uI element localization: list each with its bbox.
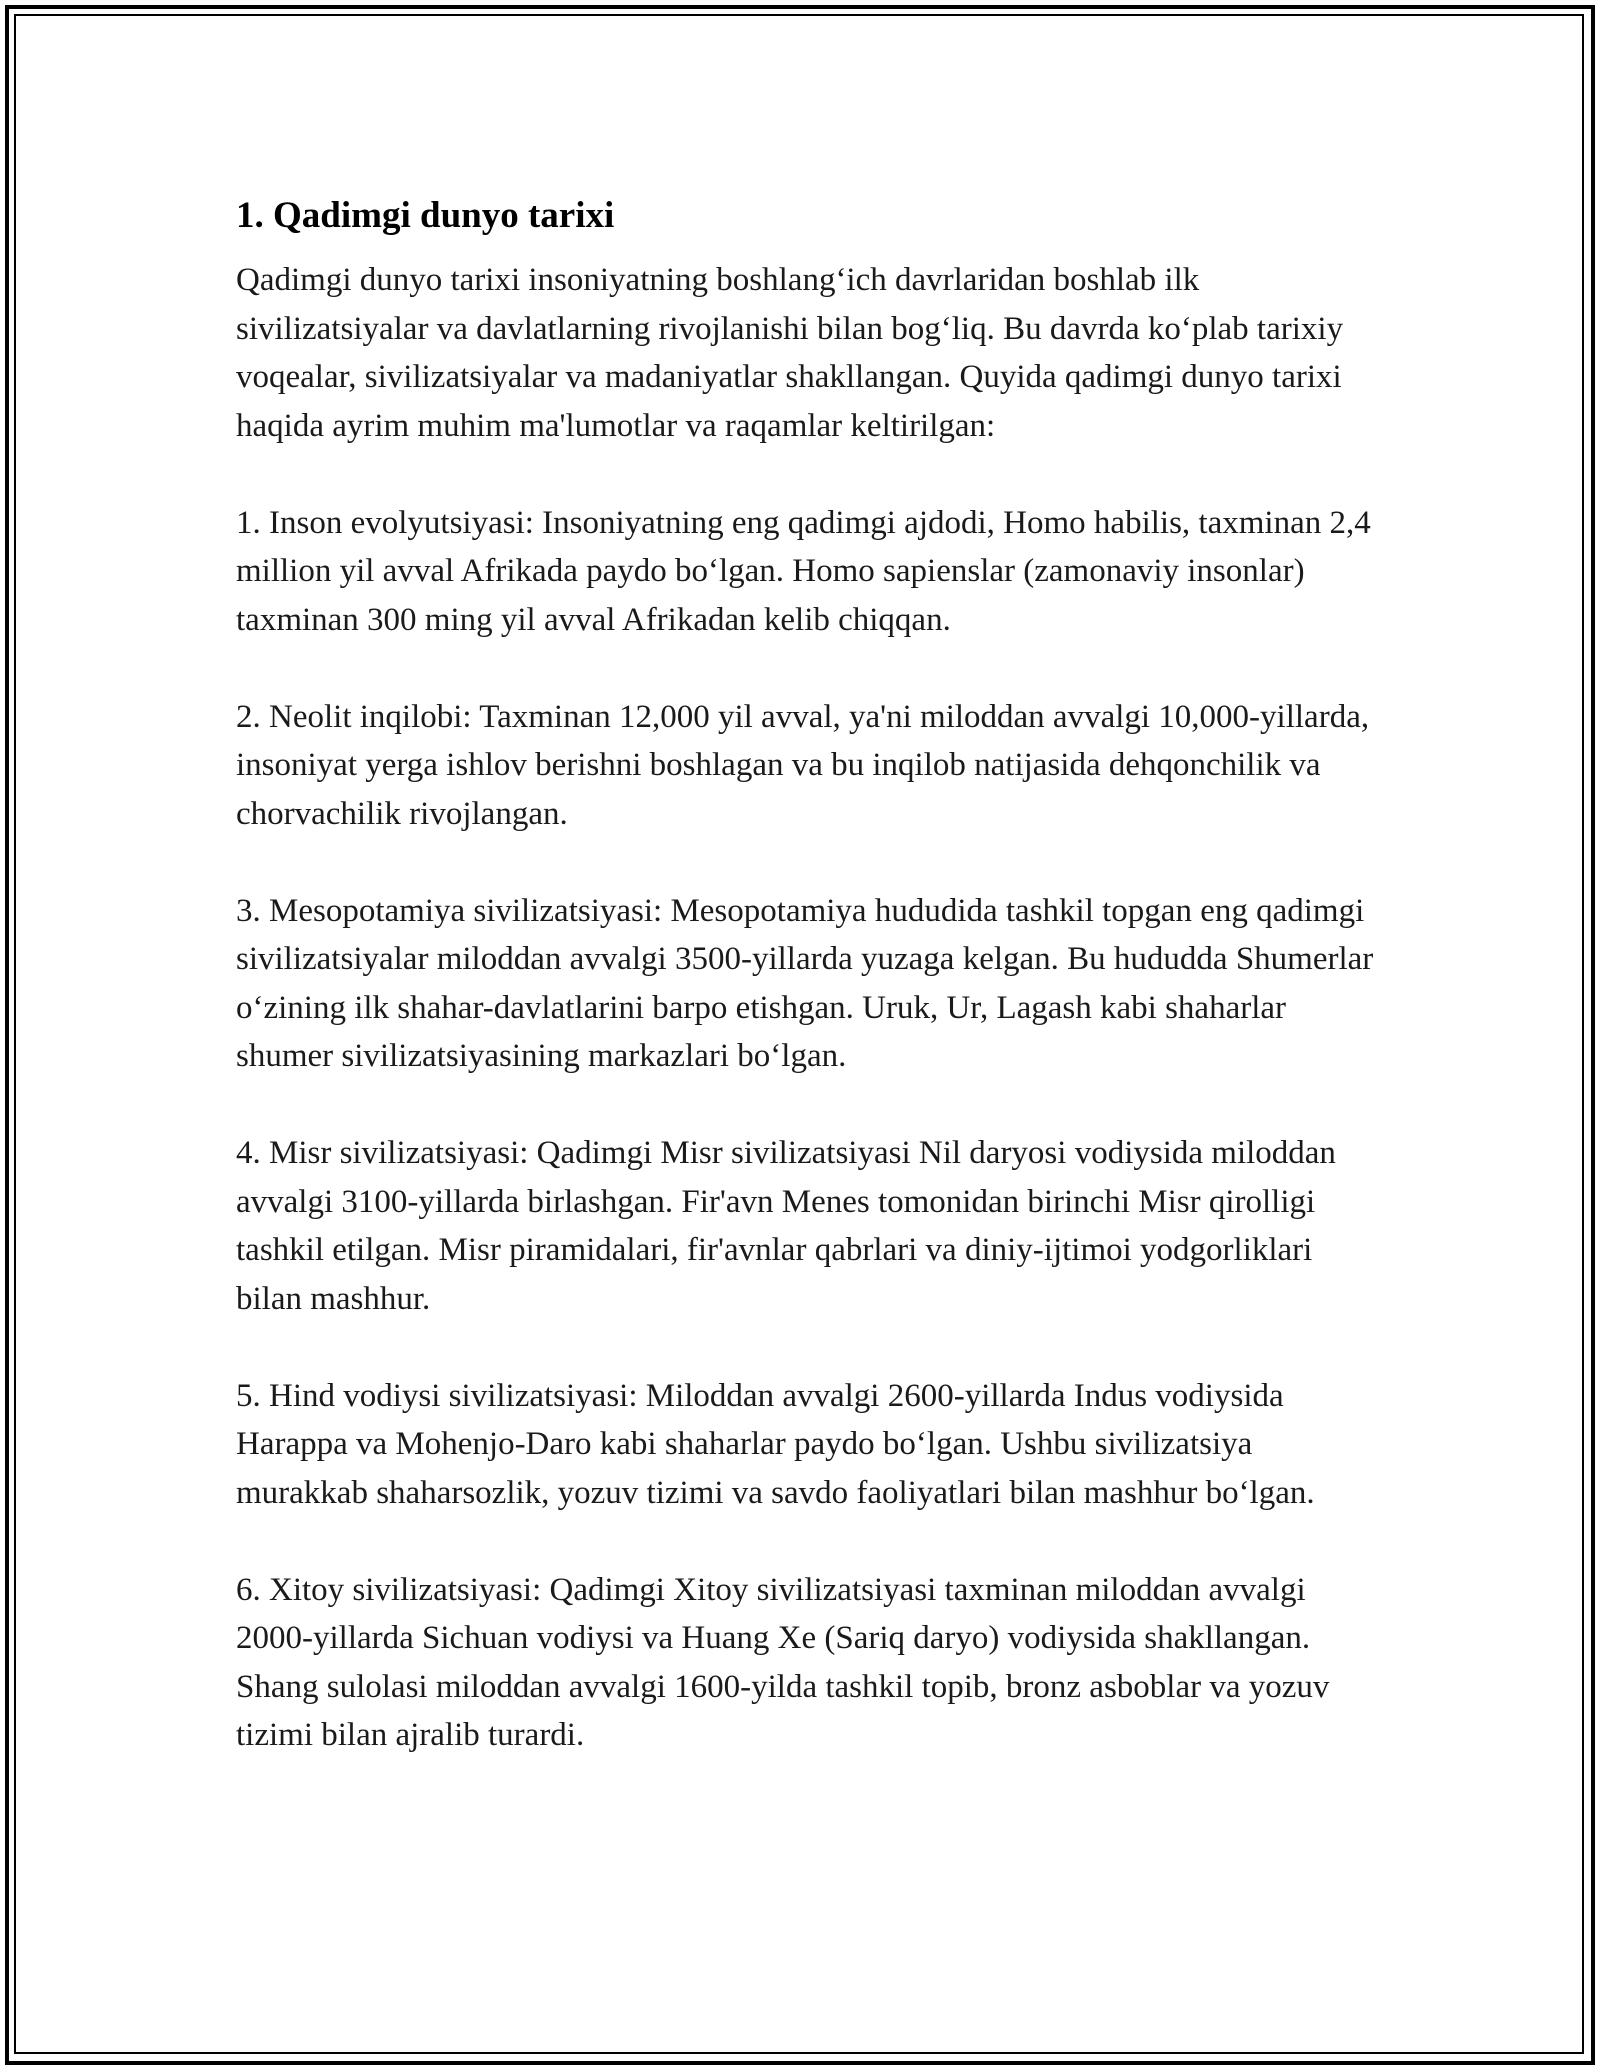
item-paragraph-2: 2. Neolit inqilobi: Taxminan 12,000 yil avval, ya'ni miloddan avvalgi 10,000-yillarda, insoniyat yerga ishlov berishni boshlagan va bu inqilob natijasida dehqonchilik va chorvachilik rivojlangan. <box>236 698 1370 832</box>
item-paragraph-3: 3. Mesopotamiya sivilizatsiyasi: Mesopotamiya hududida tashkil topgan eng qadimgi sivilizatsiyalar miloddan avvalgi 3500-yillarda yuzaga kelgan. Bu hududda Shumerlar o‘zining ilk shahar-davlatlarini barpo etishgan. Uruk, Ur, Lagash kabi shaharlar shumer sivilizatsiyasining markazlari bo‘lgan. <box>236 892 1374 1074</box>
item-paragraph-6: 6. Xitoy sivilizatsiyasi: Qadimgi Xitoy sivilizatsiyasi taxminan miloddan avvalgi 2000-yillarda Sichuan vodiysi va Huang Xe (Sariq daryo) vodiysida shakllangan. Shang sulolasi miloddan avvalgi 1600-yilda tashkil topib, bronz asboblar va yozuv tizimi bilan ajralib turardi. <box>236 1571 1330 1753</box>
document-title: 1. Qadimgi dunyo tarixi <box>236 195 615 236</box>
item-paragraph-4: 4. Misr sivilizatsiyasi: Qadimgi Misr sivilizatsiyasi Nil daryosi vodiysida miloddan avvalgi 3100-yillarda birlashgan. Fir'avn Menes tomonidan birinchi Misr qirolligi tashkil etilgan. Misr piramidalari, fir'avnlar qabrlari va diniy-ijtimoi yodgorliklari bilan mashhur. <box>236 1135 1336 1317</box>
item-paragraph-1: 1. Inson evolyutsiyasi: Insoniyatning eng qadimgi ajdodi, Homo habilis, taxminan 2,4 million yil avval Afrikada paydo bo‘lgan. Homo sapienslar (zamonaviy insonlar) taxminan 300 ming yil avval Afrikadan kelib chiqqan. <box>236 504 1371 638</box>
document-body <box>236 186 1386 1760</box>
intro-paragraph: Qadimgi dunyo tarixi insoniyatning boshlang‘ich davrlaridan boshlab ilk sivilizatsiyalar va davlatlarning rivojlanishi bilan bog‘liq. Bu davrda ko‘plab tarixiy voqealar, sivilizatsiyalar va madaniyatlar shakllangan. Quyida qadimgi dunyo tarixi haqida ayrim muhim ma'lumotlar va raqamlar keltirilgan: <box>236 262 1344 444</box>
item-paragraph-5: 5. Hind vodiysi sivilizatsiyasi: Miloddan avvalgi 2600-yillarda Indus vodiysida Harappa va Mohenjo-Daro kabi shaharlar paydo bo‘lgan. Ushbu sivilizatsiya murakkab shaharsozlik, yozuv tizimi va savdo faoliyatlari bilan mashhur bo‘lgan. <box>236 1377 1315 1511</box>
